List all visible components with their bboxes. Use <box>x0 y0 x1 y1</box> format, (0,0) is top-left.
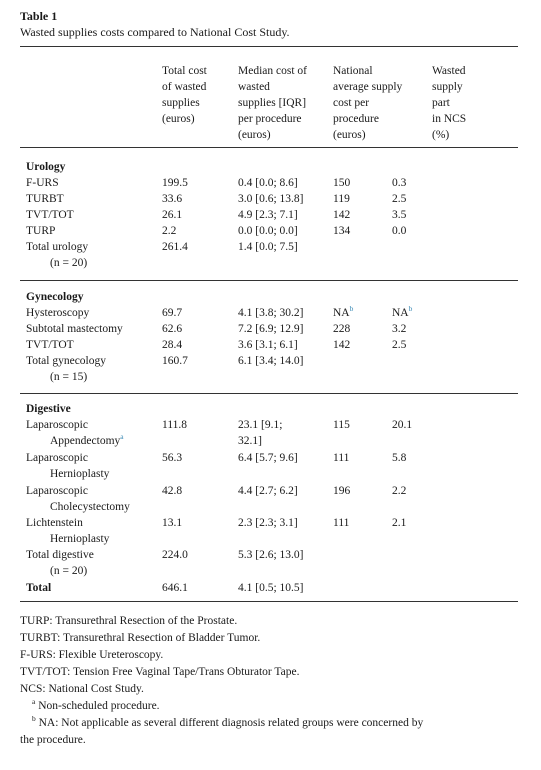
footnote-b-marker: b <box>408 304 413 314</box>
footnote-b-marker: b <box>349 304 354 314</box>
footnote-ncs: NCS: National Cost Study. <box>20 683 144 695</box>
footnote-b-continuation: the procedure. <box>20 734 86 746</box>
table-title: Wasted supplies costs compared to National Cost Study. <box>20 25 290 39</box>
footnote-turp: TURP: Transurethral Resection of the Prostate. <box>20 615 238 627</box>
header-rule <box>20 147 518 148</box>
header-median-cost: Median cost of wasted supplies [IQR] per procedure (euros) <box>238 65 307 141</box>
header-total-cost: Total cost of wasted supplies (euros) <box>162 65 207 125</box>
table-number: Table 1 <box>20 9 58 23</box>
top-rule <box>20 46 518 47</box>
header-national-cost: National average supply cost per procedure (euros) <box>333 65 403 141</box>
section-rule <box>20 393 518 394</box>
footnote-a-marker: a <box>120 432 124 442</box>
bottom-rule <box>20 601 518 602</box>
header-wasted-part: Wasted supply part in NCS (%) <box>432 65 467 141</box>
footnote-a: $^a$ Non-scheduled procedure. <box>32 697 160 712</box>
footnote-tvt: TVT/TOT: Tension Free Vaginal Tape/Trans Obturator Tape. <box>20 666 300 678</box>
section-rule <box>20 280 518 281</box>
footnote-b: $^b$ NA: Not applicable as several different diagnosis related groups were concerned by <box>32 714 424 729</box>
footnote-furs: F-URS: Flexible Ureteroscopy. <box>20 649 164 661</box>
footnote-turbt: TURBT: Transurethral Resection of Bladder Tumor. <box>20 632 261 644</box>
table-footnotes <box>20 613 518 749</box>
